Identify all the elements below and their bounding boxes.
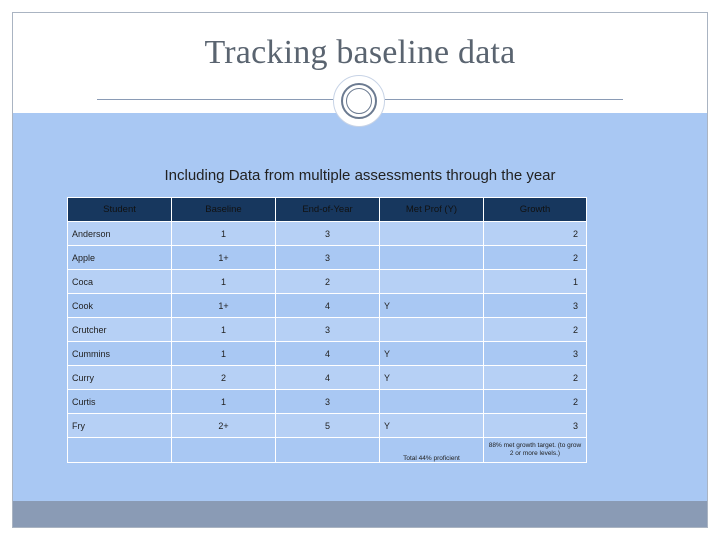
- cell-baseline: 1: [172, 270, 276, 294]
- bottom-bar: [13, 501, 707, 527]
- cell-met-prof: [380, 318, 484, 342]
- cell-student: Anderson: [68, 222, 172, 246]
- cell-growth: 3: [484, 294, 587, 318]
- cell-growth: 3: [484, 342, 587, 366]
- table-row: [68, 270, 587, 294]
- cell-growth: 1: [484, 270, 587, 294]
- cell-end-of-year: 4: [276, 294, 380, 318]
- header-baseline: Baseline: [172, 198, 276, 222]
- cell-end-of-year: 3: [276, 246, 380, 270]
- summary-empty-end-of-year: [276, 438, 380, 463]
- table-row: [68, 414, 587, 438]
- table-row: [68, 390, 587, 414]
- table-row: [68, 294, 587, 318]
- cell-baseline: 1: [172, 222, 276, 246]
- table-row: [68, 342, 587, 366]
- cell-end-of-year: 2: [276, 270, 380, 294]
- summary-empty-baseline: [172, 438, 276, 463]
- cell-student: Apple: [68, 246, 172, 270]
- cell-growth: 2: [484, 366, 587, 390]
- cell-met-prof: Y: [380, 342, 484, 366]
- cell-growth: 2: [484, 222, 587, 246]
- cell-end-of-year: 5: [276, 414, 380, 438]
- cell-met-prof: [380, 270, 484, 294]
- cell-baseline: 1+: [172, 294, 276, 318]
- header-student: Student: [68, 198, 172, 222]
- cell-student: Curtis: [68, 390, 172, 414]
- slide-subtitle: Including Data from multiple assessments through the year: [164, 167, 556, 184]
- cell-end-of-year: 4: [276, 342, 380, 366]
- cell-student: Fry: [68, 414, 172, 438]
- divider-line-left: [97, 99, 333, 100]
- table-summary-row: [68, 438, 587, 463]
- cell-baseline: 2: [172, 366, 276, 390]
- slide-title: Tracking baseline data: [204, 34, 516, 71]
- cell-growth: 2: [484, 318, 587, 342]
- cell-baseline: 1+: [172, 246, 276, 270]
- cell-end-of-year: 4: [276, 366, 380, 390]
- cell-met-prof: Y: [380, 366, 484, 390]
- total-proficient-text: Total 44% proficient: [380, 438, 484, 463]
- cell-growth: 3: [484, 414, 587, 438]
- cell-baseline: 1: [172, 342, 276, 366]
- baseline-data-table: [67, 197, 587, 463]
- growth-target-note: 88% met growth target. (to grow 2 or more levels.): [484, 438, 587, 463]
- table-row: [68, 366, 587, 390]
- table-row: [68, 318, 587, 342]
- cell-met-prof: [380, 222, 484, 246]
- cell-student: Cummins: [68, 342, 172, 366]
- cell-end-of-year: 3: [276, 390, 380, 414]
- cell-met-prof: Y: [380, 414, 484, 438]
- cell-baseline: 1: [172, 390, 276, 414]
- cell-growth: 2: [484, 390, 587, 414]
- divider-line-right: [385, 99, 623, 100]
- cell-met-prof: [380, 390, 484, 414]
- cell-student: Cook: [68, 294, 172, 318]
- cell-baseline: 2+: [172, 414, 276, 438]
- cell-met-prof: Y: [380, 294, 484, 318]
- table-header-row: [68, 198, 587, 222]
- summary-empty-student: [68, 438, 172, 463]
- cell-student: Coca: [68, 270, 172, 294]
- cell-growth: 2: [484, 246, 587, 270]
- cell-end-of-year: 3: [276, 222, 380, 246]
- circle-ornament-icon: [333, 75, 385, 127]
- cell-end-of-year: 3: [276, 318, 380, 342]
- header-end-of-year: End-of-Year: [276, 198, 380, 222]
- cell-student: Crutcher: [68, 318, 172, 342]
- table-row: [68, 246, 587, 270]
- header-met-prof: Met Prof (Y): [380, 198, 484, 222]
- cell-student: Curry: [68, 366, 172, 390]
- table-row: [68, 222, 587, 246]
- header-growth: Growth: [484, 198, 587, 222]
- cell-met-prof: [380, 246, 484, 270]
- cell-baseline: 1: [172, 318, 276, 342]
